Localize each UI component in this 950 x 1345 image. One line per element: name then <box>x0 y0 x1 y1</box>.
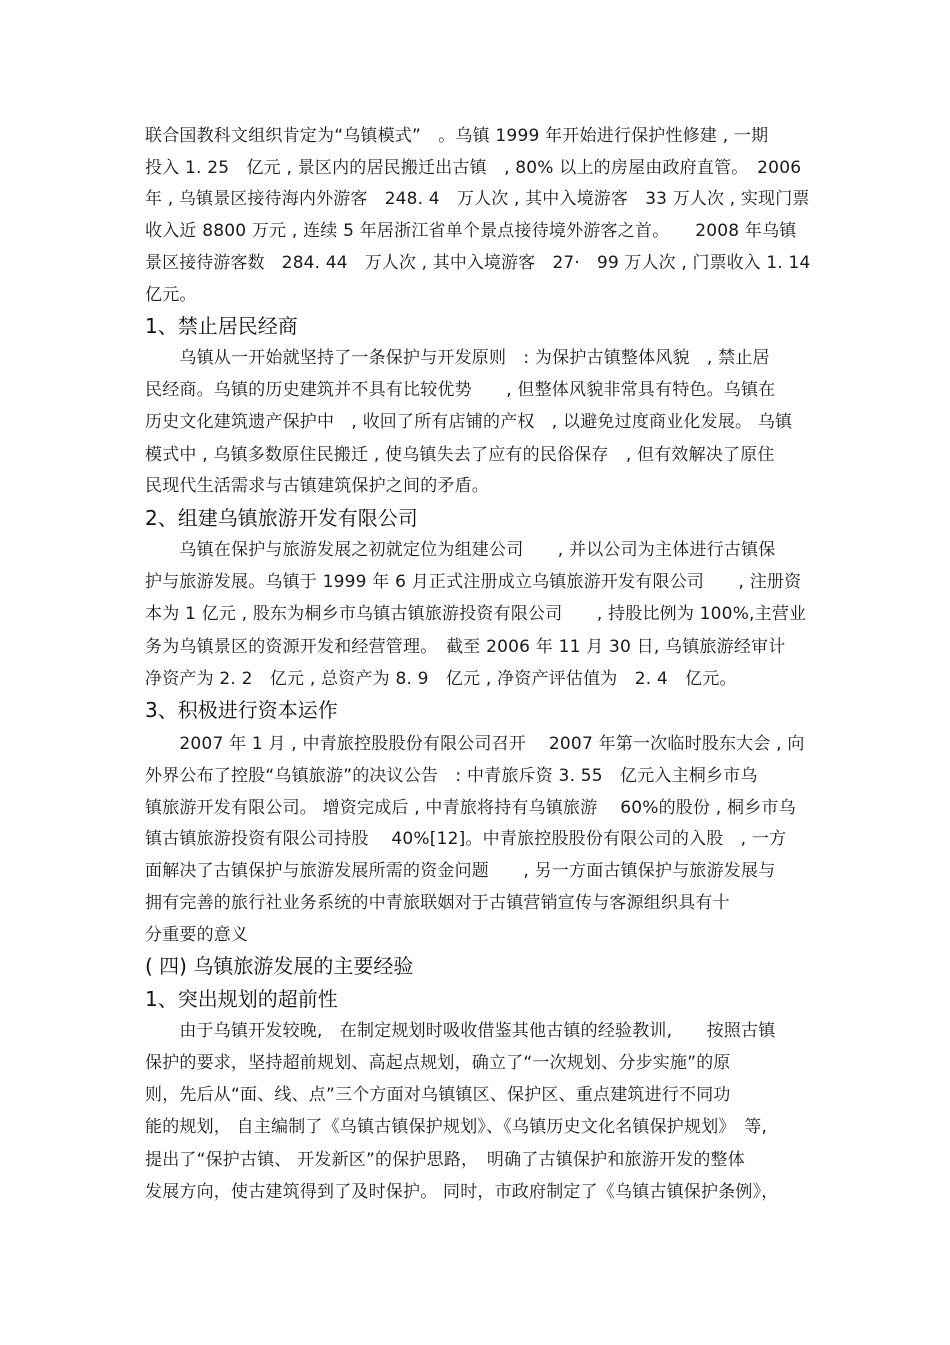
paragraph-line: 由于乌镇开发较晚, 在制定规划时吸收借鉴其他古镇的经验教训, 按照古镇 <box>145 1021 776 1041</box>
paragraph-line: 能的规划， 自主编制了《乌镇古镇保护规划》、《乌镇历史文化名镇保护规划》 等, <box>145 1117 768 1137</box>
paragraph-line: 提出了“保护古镇、 开发新区”的保护思路， 明确了古镇保护和旅游开发的整体 <box>145 1150 745 1170</box>
paragraph-line: 则，先后从“面、线、点”三个方面对乌镇镇区、保护区、重点建筑进行不同功 <box>145 1085 731 1105</box>
paragraph-line: 民现代生活需求与古镇建筑保护之间的矛盾。 <box>145 476 489 496</box>
paragraph-line: 历史文化建筑遗产保护中 , 收回了所有店铺的产权 , 以避免过度商业化发展。 乌镇 <box>145 412 793 432</box>
paragraph-line: 拥有完善的旅行社业务系统的中青旅联姻对于古镇营销宣传与客源组织具有十 <box>145 893 730 913</box>
paragraph-line: 净资产为 2. 2 亿元 , 总资产为 8. 9 亿元 , 净资产评估值为 2. 4 亿元。 <box>145 669 737 689</box>
paragraph-line: 面解决了古镇保护与旅游发展所需的资金问题 , 另一方面古镇保护与旅游发展与 <box>145 861 776 881</box>
paragraph-line: 收入近 8800 万元 , 连续 5 年居浙江省单个景点接待境外游客之首。 2008 年乌镇 <box>145 221 797 241</box>
paragraph-line: 护与旅游发展。乌镇于 1999 年 6 月正式注册成立乌镇旅游开发有限公司 , 注册资 <box>145 572 802 592</box>
section-heading: 3、积极进行资本运作 <box>145 698 338 722</box>
paragraph-line: 年 , 乌镇景区接待海内外游客 248. 4 万人次 , 其中入境游客 33 万人次 , 实现门票 <box>145 189 810 209</box>
section-heading: ( 四) 乌镇旅游发展的主要经验 <box>145 954 414 978</box>
paragraph-line: 分重要的意义 <box>145 925 249 945</box>
paragraph-line: 务为乌镇景区的资源开发和经营管理。 截至 2006 年 11 月 30 日, 乌镇旅游经审计 <box>145 637 786 657</box>
paragraph-line: 景区接待游客数 284. 44 万人次 , 其中入境游客 27· 99 万人次 , 门票收入 1. 14 <box>145 253 811 273</box>
paragraph-line: 亿元。 <box>145 285 197 305</box>
section-heading: 1、突出规划的超前性 <box>145 987 338 1011</box>
paragraph-line: 本为 1 亿元 , 股东为桐乡市乌镇古镇旅游投资有限公司 , 持股比例为 100%,主营业 <box>145 604 807 624</box>
paragraph-line: 民经商。乌镇的历史建筑并不具有比较优势 , 但整体风貌非常具有特色。乌镇在 <box>145 380 776 400</box>
section-heading: 1、禁止居民经商 <box>145 314 298 338</box>
paragraph-line: 模式中 , 乌镇多数原住民搬迁 , 使乌镇失去了应有的民俗保存 , 但有效解决了原住 <box>145 445 775 465</box>
section-heading: 2、组建乌镇旅游开发有限公司 <box>145 506 418 530</box>
paragraph-line: 外界公布了控股“乌镇旅游”的决议公告 : 中青旅斥资 3. 55 亿元入主桐乡市乌 <box>145 766 758 786</box>
paragraph-line: 投入 1. 25 亿元 , 景区内的居民搬迁出古镇 , 80% 以上的房屋由政府直管。 2006 <box>145 158 802 178</box>
paragraph-line: 发展方向，使古建筑得到了及时保护。 同时，市政府制定了《乌镇古镇保护条例》， <box>145 1182 779 1202</box>
paragraph-line: 镇古镇旅游投资有限公司持股 40%[12]。中青旅控股股份有限公司的入股 , 一方 <box>145 829 787 849</box>
paragraph-line: 镇旅游开发有限公司。 增资完成后 , 中青旅将持有乌镇旅游 60%的股份 , 桐乡市乌 <box>145 798 796 818</box>
paragraph-line: 保护的要求，坚持超前规划、高起点规划，确立了“一次规划、分步实施”的原 <box>145 1053 731 1073</box>
paragraph-line: 乌镇从一开始就坚持了一条保护与开发原则 : 为保护古镇整体风貌 , 禁止居 <box>145 348 770 368</box>
paragraph-line: 2007 年 1 月 , 中青旅控股股份有限公司召开 2007 年第一次临时股东大会 , 向 <box>145 734 805 754</box>
paragraph-line: 乌镇在保护与旅游发展之初就定位为组建公司 , 并以公司为主体进行古镇保 <box>145 540 776 560</box>
paragraph-line: 联合国教科文组织肯定为“乌镇模式” 。乌镇 1999 年开始进行保护性修建 , 一期 <box>145 126 769 146</box>
